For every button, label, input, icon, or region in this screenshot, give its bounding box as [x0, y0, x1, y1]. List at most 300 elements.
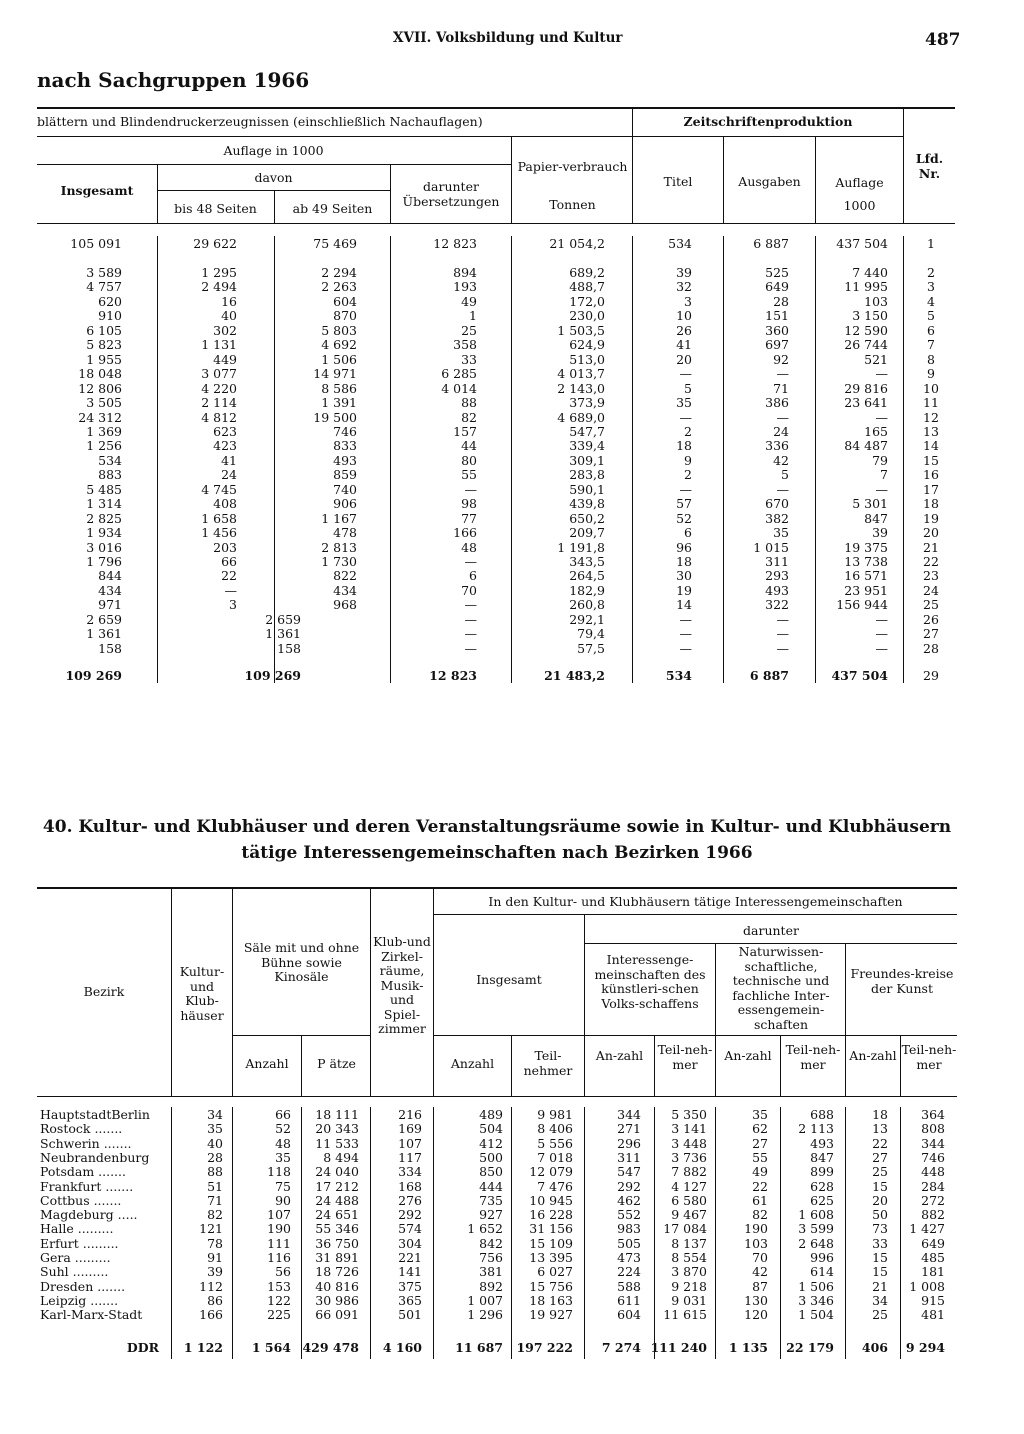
- page-number: 487: [925, 30, 961, 50]
- freunde-anzahl-header: An-zahl: [849, 1048, 897, 1063]
- table1-cell: 14: [923, 438, 939, 454]
- table1-cell: 156 944: [836, 597, 888, 613]
- table1-cell: —: [875, 409, 888, 425]
- table2-cell: 304: [398, 1235, 422, 1251]
- table1-cell: 35: [773, 525, 789, 541]
- table2-cell: 75: [275, 1178, 291, 1194]
- table2-cell: 15: [872, 1250, 888, 1265]
- table1-cell: 203: [213, 539, 237, 555]
- table2-cell: 24 651: [315, 1207, 359, 1223]
- table2-cell: 2 113: [798, 1121, 834, 1137]
- table2-cell: 107: [267, 1207, 291, 1223]
- table1-total-cell: 109 269: [244, 668, 301, 683]
- table2-cell: 892: [479, 1278, 503, 1294]
- table2-cell: 24 488: [315, 1192, 359, 1208]
- table1-cell: —: [875, 640, 888, 656]
- table1-cell: 439,8: [569, 496, 605, 512]
- table1-cell: 4 013,7: [557, 366, 605, 382]
- table2-cell: 882: [921, 1207, 945, 1223]
- table2-cell: 9 031: [671, 1292, 707, 1308]
- table2-row: [37, 1136, 957, 1151]
- table1-cell: 6 285: [441, 366, 477, 382]
- table2-cell: 18: [872, 1107, 888, 1122]
- table1-cell: 309,1: [569, 452, 605, 468]
- table1-cell: 844: [98, 568, 122, 584]
- table1-row: [37, 554, 955, 569]
- table1-cell: 833: [333, 438, 357, 454]
- table2-cell: 6 027: [537, 1264, 573, 1280]
- table1-cell: 2 143,0: [557, 380, 605, 396]
- table1-cell: 434: [98, 582, 122, 598]
- table1-cell: 746: [333, 423, 357, 439]
- table1-cell: 2 114: [201, 395, 237, 411]
- table1-cell: 35: [676, 395, 692, 411]
- table2-cell: 614: [810, 1264, 834, 1280]
- table1-cell: 75 469: [313, 236, 357, 251]
- insgesamt-header: Insgesamt: [60, 183, 134, 198]
- table1-row: [37, 583, 955, 598]
- table2-cell: 334: [398, 1164, 422, 1180]
- table2-cell: 504: [479, 1121, 503, 1137]
- table1-cell: —: [679, 640, 692, 656]
- table1-cell: 29 816: [844, 380, 888, 396]
- table1-cell: —: [464, 640, 477, 656]
- table2-cell: 649: [921, 1235, 945, 1251]
- table1-cell: 2 825: [86, 510, 122, 526]
- table1-cell: 1 730: [321, 554, 357, 569]
- table1-cell: 373,9: [569, 395, 605, 411]
- table1-cell: 2: [927, 265, 935, 280]
- table2-cell: 5 556: [537, 1135, 573, 1151]
- table1-cell: 41: [676, 337, 692, 353]
- table1-cell: 2 659: [86, 611, 122, 627]
- table1-cell: 5: [927, 308, 935, 324]
- table1-cell: 4 220: [201, 380, 237, 396]
- table2-cell: 365: [398, 1292, 422, 1308]
- table1-cell: 12 806: [78, 380, 122, 396]
- table1-header: [37, 107, 955, 224]
- table1-cell: 2 294: [321, 265, 357, 280]
- table2-cell: 1 608: [798, 1207, 834, 1223]
- table1-cell: 6: [927, 322, 935, 338]
- table1-cell: 534: [98, 452, 122, 468]
- table2-cell: 500: [479, 1149, 503, 1165]
- table1-cell: 1 167: [321, 510, 357, 526]
- table1-cell: —: [464, 611, 477, 627]
- table2-cell: 927: [479, 1207, 503, 1223]
- table2-cell: 625: [810, 1192, 834, 1208]
- table2-cell: 73: [872, 1221, 888, 1237]
- table2-cell: 28: [207, 1149, 223, 1165]
- table1-cell: —: [464, 597, 477, 613]
- bezirk-name: Dresden .......: [40, 1278, 126, 1294]
- table1-cell: 42: [773, 452, 789, 468]
- table1-row: [37, 496, 955, 511]
- table2-cell: 1 652: [467, 1221, 503, 1237]
- table1-cell: 18 048: [78, 366, 122, 382]
- bezirk-name: Cottbus .......: [40, 1192, 122, 1208]
- table1-cell: 2 813: [321, 539, 357, 555]
- table1-cell: 437 504: [836, 236, 888, 251]
- table1-cell: 52: [676, 510, 692, 526]
- kultur-header: Kultur-und Klub-häuser: [179, 964, 225, 1023]
- table1-row: [37, 323, 955, 338]
- table1-cell: 382: [765, 510, 789, 526]
- table1-cell: 98: [461, 496, 477, 512]
- table2-cell: 4 127: [671, 1178, 707, 1194]
- table1-cell: 4 757: [86, 279, 122, 295]
- table1-cell: 33: [461, 351, 477, 367]
- table1-cell: 358: [453, 337, 477, 353]
- table1-cell: 39: [872, 525, 888, 541]
- table2-cell: 24 040: [315, 1164, 359, 1180]
- table2-total-cell: 1 564: [251, 1340, 291, 1355]
- table1-cell: —: [776, 640, 789, 656]
- table1-cell: —: [679, 481, 692, 497]
- table2-cell: 9 467: [671, 1207, 707, 1223]
- table2-cell: 13: [872, 1121, 888, 1137]
- bezirk-name: Frankfurt .......: [40, 1178, 134, 1194]
- table1-cell: 4: [927, 293, 935, 309]
- table1-cell: 28: [773, 293, 789, 309]
- bezirk-name: Suhl .........: [40, 1264, 109, 1280]
- table1-cell: 1 191,8: [557, 539, 605, 555]
- table1-cell: 689,2: [569, 265, 605, 280]
- table2-row: [37, 1150, 957, 1165]
- table1-cell: 408: [213, 496, 237, 512]
- table1-cell: 20: [923, 525, 939, 541]
- table1-row: [37, 568, 955, 583]
- table1-cell: 55: [461, 467, 477, 483]
- table2-cell: 40: [207, 1135, 223, 1151]
- table1-cell: 14: [676, 597, 692, 613]
- table2-cell: 547: [617, 1164, 641, 1180]
- table1-cell: 5 485: [86, 481, 122, 497]
- table2-cell: 1 504: [798, 1307, 834, 1323]
- table2-cell: 296: [617, 1135, 641, 1151]
- table1-total-cell: 6 887: [749, 668, 789, 683]
- table1-cell: 165: [864, 423, 888, 439]
- table2-cell: 842: [479, 1235, 503, 1251]
- darunter-header: darunter: [743, 923, 799, 938]
- table2-cell: 15 109: [529, 1235, 573, 1251]
- table2-cell: 311: [617, 1149, 641, 1165]
- table2-cell: 481: [921, 1307, 945, 1323]
- table1-cell: 311: [765, 554, 789, 569]
- table2-title-line2: tätige Interessengemeinschaften nach Bezirken 1966: [241, 843, 753, 863]
- ig-insgesamt-header: Insgesamt: [476, 972, 542, 987]
- table1-cell: 302: [213, 322, 237, 338]
- table1-total-cell: 109 269: [65, 668, 122, 683]
- volks-header: Interessenge-meinschaften des künstleri-schen Volks-schaffens: [594, 952, 706, 1011]
- table2-cell: 40 816: [315, 1278, 359, 1294]
- table1-cell: 3: [684, 293, 692, 309]
- bezirk-name: Schwerin .......: [40, 1135, 132, 1151]
- table2-row: [37, 1279, 957, 1294]
- bezirk-name: Erfurt .........: [40, 1235, 119, 1251]
- table1-cell: 158: [277, 640, 301, 656]
- table2-total-cell: 406: [861, 1340, 888, 1355]
- table2-cell: 3 736: [671, 1149, 707, 1165]
- table2-row: [37, 1307, 957, 1322]
- table2-row: [37, 1264, 957, 1279]
- table1-row: [37, 597, 955, 612]
- table1-cell: 24: [923, 582, 939, 598]
- auflage-header: Auflage in 1000: [223, 143, 324, 158]
- table2-cell: 50: [872, 1207, 888, 1223]
- table1-cell: 3 505: [86, 395, 122, 411]
- table2-cell: 16 228: [529, 1207, 573, 1223]
- table1-cell: —: [679, 409, 692, 425]
- table1-cell: 88: [461, 395, 477, 411]
- table1-cell: 105 091: [70, 236, 122, 251]
- table2-cell: 628: [810, 1178, 834, 1194]
- table2-row: [37, 1121, 957, 1136]
- table1-cell: 11: [923, 395, 939, 411]
- table1-cell: 17: [923, 481, 939, 497]
- table2-cell: 915: [921, 1292, 945, 1308]
- table1-cell: 3 589: [86, 265, 122, 280]
- table2-cell: 34: [872, 1292, 888, 1308]
- bezirk-header: Bezirk: [83, 984, 125, 999]
- table2-row: [37, 1179, 957, 1194]
- table1-cell: 2 659: [265, 611, 301, 627]
- bezirk-name: Halle .........: [40, 1221, 114, 1237]
- table2-cell: 12 079: [529, 1164, 573, 1180]
- table2-total-cell: 11 687: [455, 1340, 503, 1355]
- table2-cell: 3 448: [671, 1135, 707, 1151]
- table2-title-line1: 40. Kultur- und Klubhäuser und deren Veranstaltungsräume sowie in Kultur- und Klubhäusern: [42, 817, 952, 837]
- table2-cell: 375: [398, 1278, 422, 1294]
- table1-cell: 623: [213, 423, 237, 439]
- table1-cell: 29 622: [193, 236, 237, 251]
- table1-cell: 44: [461, 438, 477, 454]
- table1-cell: 15: [923, 452, 939, 468]
- table1-cell: 493: [333, 452, 357, 468]
- table1-cell: 18: [676, 438, 692, 454]
- table2-cell: 61: [752, 1192, 768, 1208]
- table1-cell: 166: [453, 525, 477, 541]
- table2-cell: 552: [617, 1207, 641, 1223]
- table2-total-cell: 1 122: [183, 1340, 223, 1355]
- table1-group-right: Zeitschriftenproduktion: [683, 114, 853, 129]
- table1-cell: —: [776, 626, 789, 642]
- table1-cell: 1 295: [201, 265, 237, 280]
- table1-cell: 23 951: [844, 582, 888, 598]
- bezirk-name: Leipzig .......: [40, 1292, 119, 1308]
- table1-row: [37, 410, 955, 425]
- table1-row: [37, 482, 955, 497]
- table1-cell: 7 440: [852, 265, 888, 280]
- table1-cell: 14 971: [313, 366, 357, 382]
- table1-cell: 697: [765, 337, 789, 353]
- table2-row: [37, 1293, 957, 1308]
- table2-cell: 7 476: [537, 1178, 573, 1194]
- table1-cell: —: [875, 626, 888, 642]
- table1-total-cell: 12 823: [429, 668, 477, 683]
- table1-row: [37, 308, 955, 323]
- table1-cell: 870: [333, 308, 357, 324]
- ig-anzahl-header: Anzahl: [450, 1056, 495, 1071]
- table2-cell: 15: [872, 1178, 888, 1194]
- table1-cell: 3: [927, 279, 935, 295]
- table2-cell: 27: [872, 1149, 888, 1165]
- table1-cell: 20: [676, 351, 692, 367]
- table1-cell: 293: [765, 568, 789, 584]
- table1-cell: —: [776, 611, 789, 627]
- table1-total-row: [37, 668, 955, 683]
- table1-cell: 10: [676, 308, 692, 324]
- table1-cell: 193: [453, 279, 477, 295]
- table1-cell: 1 361: [265, 626, 301, 642]
- table1-cell: 158: [98, 640, 122, 656]
- table1-cell: 434: [333, 582, 357, 598]
- table1-cell: 604: [333, 293, 357, 309]
- table2-cell: 122: [267, 1292, 291, 1308]
- table1-cell: 883: [98, 467, 122, 483]
- table1-cell: 4 692: [321, 337, 357, 353]
- table1-cell: 740: [333, 481, 357, 497]
- table2-cell: 56: [275, 1264, 291, 1280]
- table1-cell: 493: [765, 582, 789, 598]
- table2-cell: 847: [810, 1149, 834, 1165]
- ig-teilnehmer-header: Teil-nehmer: [523, 1048, 573, 1078]
- table2-total-cell: 9 294: [905, 1340, 945, 1355]
- table1-cell: 5 823: [86, 337, 122, 353]
- table2-total-cell: 4 160: [382, 1340, 422, 1355]
- table1-cell: 1 658: [201, 510, 237, 526]
- table1-cell: 1 934: [86, 525, 122, 541]
- table1-cell: 26: [923, 611, 939, 627]
- table2-cell: 493: [810, 1135, 834, 1151]
- table1-cell: 7: [880, 467, 888, 483]
- table2-cell: 66 091: [315, 1307, 359, 1323]
- table2-cell: 216: [398, 1107, 422, 1122]
- table1-cell: 1: [927, 236, 935, 251]
- table1-cell: 386: [765, 395, 789, 411]
- volks-anzahl-header: An-zahl: [595, 1048, 644, 1063]
- table2-cell: 31 891: [315, 1250, 359, 1265]
- table2-cell: 10 945: [529, 1192, 573, 1208]
- table2-row: [37, 1164, 957, 1179]
- table1-cell: 25: [461, 322, 477, 338]
- table1-cell: 650,2: [569, 510, 605, 526]
- table1-cell: 5 301: [852, 496, 888, 512]
- table1-cell: 19: [923, 510, 939, 526]
- table1-row: [37, 511, 955, 526]
- table1-cell: —: [776, 409, 789, 425]
- titel-header: Titel: [663, 174, 693, 189]
- table1-cell: 82: [461, 409, 477, 425]
- table1-row: [37, 366, 955, 381]
- table1-cell: 2 263: [321, 279, 357, 295]
- auflage-z-unit: 1000: [843, 198, 876, 213]
- table2-cell: 588: [617, 1278, 641, 1294]
- table2-cell: 88: [207, 1164, 223, 1180]
- table2-cell: 117: [398, 1149, 422, 1165]
- table2-cell: 272: [921, 1192, 945, 1208]
- table1-cell: 103: [864, 293, 888, 309]
- table1-cell: 525: [765, 265, 789, 280]
- table2-cell: 1 427: [909, 1221, 945, 1237]
- table1-cell: 57: [676, 496, 692, 512]
- table1-cell: 6: [469, 568, 477, 584]
- table1-cell: 23: [923, 568, 939, 584]
- table1-cell: 24: [221, 467, 237, 483]
- table2-cell: 181: [921, 1264, 945, 1280]
- table1-row: [37, 337, 955, 352]
- table2-cell: 271: [617, 1121, 641, 1137]
- table2-cell: 15 756: [529, 1278, 573, 1294]
- table2-cell: 8 494: [323, 1149, 359, 1165]
- table2-cell: 141: [398, 1264, 422, 1280]
- table1-cell: 4 812: [201, 409, 237, 425]
- table2-cell: 688: [810, 1107, 834, 1122]
- bezirk-name: Rostock .......: [40, 1121, 123, 1137]
- table2-cell: 70: [752, 1250, 768, 1265]
- table1-cell: 336: [765, 438, 789, 454]
- table2-cell: 292: [398, 1207, 422, 1223]
- table2-cell: 36 750: [315, 1235, 359, 1251]
- table2-cell: 121: [199, 1221, 223, 1237]
- table2-cell: 34: [207, 1107, 223, 1122]
- table2-cell: 20 343: [315, 1121, 359, 1137]
- table1-cell: 1 796: [86, 554, 122, 569]
- table1-cell: 3 150: [852, 308, 888, 324]
- table2-cell: 78: [207, 1235, 223, 1251]
- table2-cell: 1 506: [798, 1278, 834, 1294]
- table1-cell: 13: [923, 423, 939, 439]
- tonnen-header: Tonnen: [549, 197, 596, 212]
- table2-cell: 1 007: [467, 1292, 503, 1308]
- table2-cell: 52: [275, 1121, 291, 1137]
- table1-cell: 77: [461, 510, 477, 526]
- table1-cell: 80: [461, 452, 477, 468]
- table2-cell: 756: [479, 1250, 503, 1265]
- table2-cell: 13 395: [529, 1250, 573, 1265]
- table2-cell: 1 296: [467, 1307, 503, 1323]
- table2-cell: 3 599: [798, 1221, 834, 1237]
- table2-cell: 21: [872, 1278, 888, 1294]
- table2-cell: 11 615: [663, 1307, 707, 1323]
- table2-cell: 112: [199, 1278, 223, 1294]
- bezirk-name: Magdeburg .....: [40, 1207, 138, 1223]
- table2-cell: 48: [275, 1135, 291, 1151]
- table1-cell: 18: [923, 496, 939, 512]
- table1-row: [37, 641, 955, 656]
- table2-cell: 735: [479, 1192, 503, 1208]
- table1-cell: 21: [923, 539, 939, 555]
- table2-cell: 808: [921, 1121, 945, 1137]
- table1-cell: 547,7: [569, 423, 605, 439]
- table2-title: [37, 814, 957, 866]
- table2-cell: 344: [617, 1107, 641, 1122]
- table1-cell: —: [776, 481, 789, 497]
- table1-cell: 6: [684, 525, 692, 541]
- table2-cell: 168: [398, 1178, 422, 1194]
- table1-cell: 859: [333, 467, 357, 483]
- table1-cell: 26 744: [844, 337, 888, 353]
- table1-row: [37, 279, 955, 294]
- table1-row: [37, 352, 955, 367]
- table2-cell: 9 218: [671, 1278, 707, 1294]
- table1-cell: 1: [469, 308, 477, 324]
- table1-cell: 9: [684, 452, 692, 468]
- table2-cell: 18 726: [315, 1264, 359, 1280]
- table1-cell: —: [464, 626, 477, 642]
- bezirk-name: HauptstadtBerlin: [40, 1107, 150, 1122]
- table1-row: [37, 236, 955, 251]
